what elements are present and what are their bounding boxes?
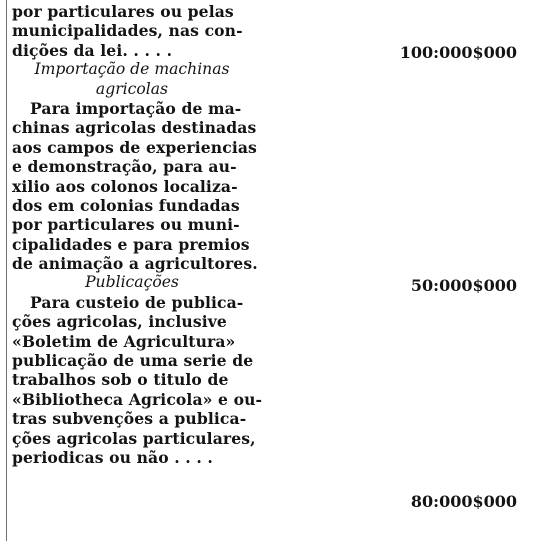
- amount-value: 50:000$000: [410, 276, 517, 295]
- text-line: por particulares ou muni-: [12, 215, 240, 235]
- text-line: cipalidades e para premios: [12, 234, 250, 254]
- text-line: e demonstração, para au-: [12, 157, 237, 177]
- text-line: municipalidades, nas con-: [12, 21, 243, 41]
- text-line: trabalhos sob o titulo de: [12, 370, 229, 390]
- section-heading: agricolas: [95, 79, 169, 98]
- text-line: ções agricolas, inclusive: [12, 312, 227, 332]
- text-line: Para importação de ma-: [30, 98, 242, 118]
- text-line: dos em colonias fundadas: [12, 195, 240, 215]
- text-line: «Bibliotheca Agricola» e ou-: [12, 389, 263, 409]
- amount-value: 80:000$000: [410, 492, 517, 511]
- text-line: tras subvenções a publica-: [12, 409, 247, 429]
- text-line: ções agricolas particulares,: [12, 428, 256, 448]
- text-line: de animação a agricultores.: [12, 254, 258, 274]
- amount-value: 100:000$000: [399, 43, 517, 62]
- section-heading: Publicações: [85, 273, 179, 292]
- text-line: aos campos de experiencias: [12, 137, 257, 157]
- text-line: Para custeio de publica-: [30, 292, 244, 312]
- section-heading: Importação de machinas: [34, 60, 230, 79]
- text-line: publicação de uma serie de: [12, 351, 254, 371]
- text-line: xilio aos colonos localiza-: [12, 176, 238, 196]
- text-column: [12, 2, 263, 467]
- text-line: periodicas ou não . . . .: [12, 447, 213, 467]
- text-line: dições da lei. . . . .: [12, 40, 173, 60]
- text-line: «Boletim de Agricultura»: [12, 331, 236, 351]
- text-line: por particulares ou pelas: [12, 2, 234, 21]
- column-rule: [6, 0, 7, 541]
- text-line: chinas agricolas destinadas: [12, 118, 257, 138]
